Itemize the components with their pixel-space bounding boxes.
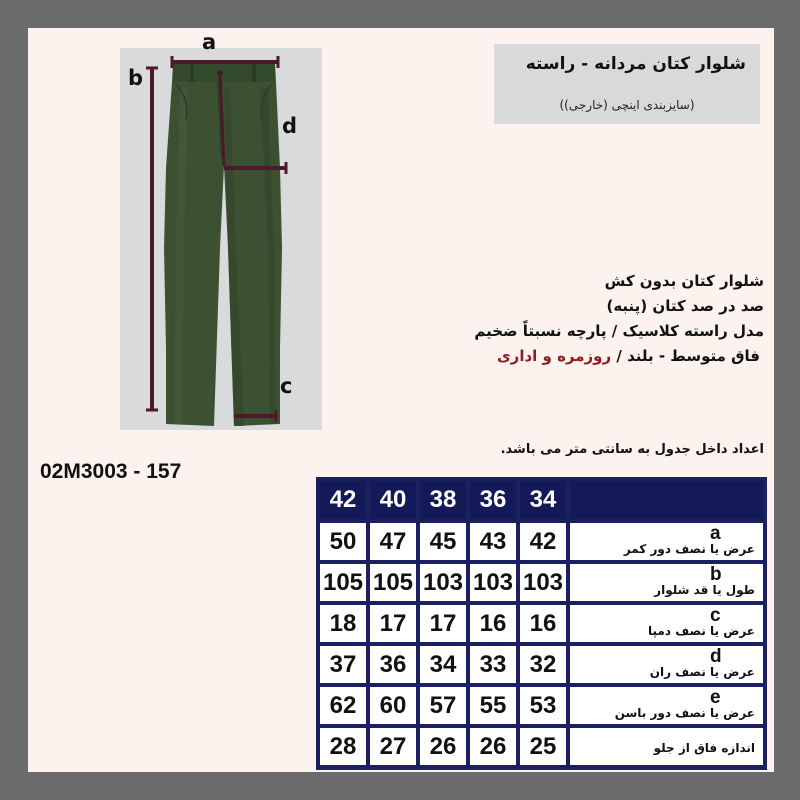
size-header-42: 42 <box>320 481 366 519</box>
table-cell: 103 <box>470 564 516 601</box>
table-cell: 28 <box>320 728 366 765</box>
product-subtitle: (سایزبندی اینچی (خارجی)) <box>559 98 695 112</box>
feature-rise: فاق متوسط - بلند / <box>611 347 760 365</box>
table-cell: 45 <box>420 523 466 560</box>
table-cell: 17 <box>420 605 466 642</box>
row-letter: e <box>710 687 721 708</box>
row-letter: d <box>710 646 722 667</box>
feature-line: شلوار کتان بدون کش <box>604 272 764 290</box>
table-cell: 34 <box>420 646 466 683</box>
feature-line-usage <box>344 347 764 371</box>
measure-label-a: a <box>202 30 217 54</box>
row-label-a <box>570 523 763 560</box>
table-cell: 27 <box>370 728 416 765</box>
row-label-c <box>570 605 763 642</box>
table-cell: 105 <box>370 564 416 601</box>
table-cell: 36 <box>370 646 416 683</box>
row-label-d <box>570 646 763 683</box>
row-label-text: طول یا قد شلوار <box>654 583 755 597</box>
size-header-38: 38 <box>420 481 466 519</box>
header-blank-cell <box>570 481 763 519</box>
row-label-b <box>570 564 763 601</box>
table-cell: 57 <box>420 687 466 724</box>
table-cell: 42 <box>520 523 566 560</box>
row-label-rise <box>570 728 763 765</box>
title-box <box>494 44 760 124</box>
table-cell: 26 <box>420 728 466 765</box>
pants-image <box>120 48 322 430</box>
table-cell: 25 <box>520 728 566 765</box>
row-label-text: اندازه فاق از جلو <box>653 741 755 755</box>
table-cell: 55 <box>470 687 516 724</box>
size-table <box>316 477 767 770</box>
row-label-text: عرض یا نصف دمپا <box>648 624 755 638</box>
row-letter: b <box>710 564 722 585</box>
feature-list <box>344 272 764 372</box>
table-cell: 103 <box>520 564 566 601</box>
table-cell: 105 <box>320 564 366 601</box>
table-cell: 37 <box>320 646 366 683</box>
row-letter: a <box>710 523 721 544</box>
table-cell: 16 <box>520 605 566 642</box>
table-cell: 53 <box>520 687 566 724</box>
row-label-text: عرض یا نصف دور باسن <box>614 706 755 720</box>
measure-label-c: c <box>280 374 293 398</box>
size-header-34: 34 <box>520 481 566 519</box>
size-header-36: 36 <box>470 481 516 519</box>
table-cell: 16 <box>470 605 516 642</box>
units-note: اعداد داخل جدول به سانتی متر می باشد. <box>500 442 764 457</box>
table-cell: 62 <box>320 687 366 724</box>
feature-line: صد در صد کتان (پنبه) <box>606 297 764 315</box>
table-cell: 26 <box>470 728 516 765</box>
table-cell: 32 <box>520 646 566 683</box>
row-label-e <box>570 687 763 724</box>
table-cell: 50 <box>320 523 366 560</box>
measure-label-b: b <box>128 66 144 90</box>
row-label-text: عرض یا نصف دور کمر <box>623 542 755 556</box>
table-cell: 103 <box>420 564 466 601</box>
measure-label-d: d <box>282 114 298 138</box>
feature-usage-highlight: روزمره و اداری <box>496 347 612 365</box>
product-code: 02M3003 - 157 <box>40 460 182 483</box>
table-cell: 47 <box>370 523 416 560</box>
table-cell: 60 <box>370 687 416 724</box>
row-label-text: عرض یا نصف ران <box>649 665 755 679</box>
product-photo <box>120 48 322 430</box>
size-guide-sheet <box>28 28 774 772</box>
feature-line: مدل راسته کلاسیک / پارچه نسبتاً ضخیم <box>474 322 764 340</box>
table-cell: 18 <box>320 605 366 642</box>
row-letter: c <box>710 605 721 626</box>
product-title: شلوار کتان مردانه - راسته <box>525 54 746 74</box>
size-header-40: 40 <box>370 481 416 519</box>
table-cell: 17 <box>370 605 416 642</box>
table-cell: 33 <box>470 646 516 683</box>
table-cell: 43 <box>470 523 516 560</box>
